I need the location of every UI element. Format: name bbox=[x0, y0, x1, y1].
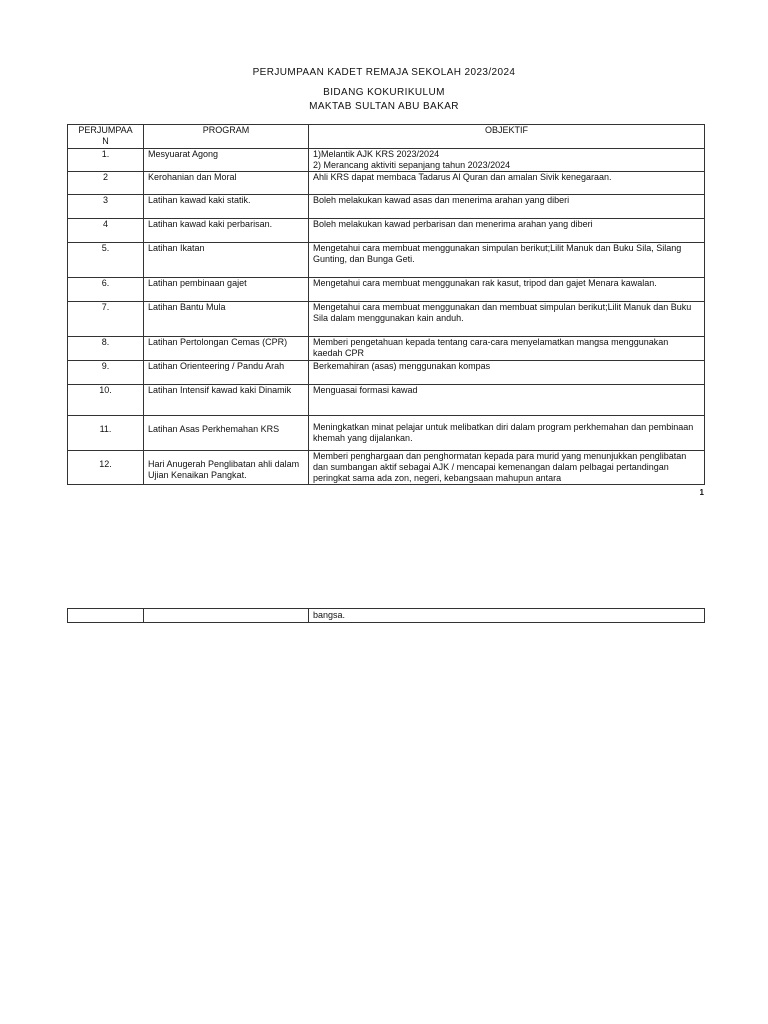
row-number: 8. bbox=[68, 337, 144, 361]
meeting-table bbox=[67, 124, 705, 485]
row-objektif: Mengetahui cara membuat menggunakan simpulan berikut;Lilit Manuk dan Buku Sila, Silang Gunting, dan Bunga Geti. bbox=[309, 243, 705, 278]
row-program bbox=[144, 609, 309, 623]
row-program: Latihan Asas Perkhemahan KRS bbox=[144, 416, 309, 451]
column-header-objektif: OBJEKTIF bbox=[309, 125, 705, 149]
table-row bbox=[68, 219, 705, 243]
page-number: 1 bbox=[699, 488, 704, 497]
row-program: Latihan kawad kaki perbarisan. bbox=[144, 219, 309, 243]
row-number: 1. bbox=[68, 149, 144, 172]
row-program: Kerohanian dan Moral bbox=[144, 172, 309, 195]
table-row bbox=[68, 416, 705, 451]
row-number: 7. bbox=[68, 302, 144, 337]
table-row bbox=[68, 337, 705, 361]
row-objektif: bangsa. bbox=[309, 609, 705, 623]
row-number: 4 bbox=[68, 219, 144, 243]
row-objektif: Memberi pengetahuan kepada tentang cara-cara menyelamatkan mangsa menggunakan kaedah CPR bbox=[309, 337, 705, 361]
row-objektif: Ahli KRS dapat membaca Tadarus Al Quran dan amalan Sivik kenegaraan. bbox=[309, 172, 705, 195]
column-header-program: PROGRAM bbox=[144, 125, 309, 149]
document-subtitle-school: MAKTAB SULTAN ABU BAKAR bbox=[309, 101, 459, 112]
table-row bbox=[68, 243, 705, 278]
row-objektif: Menguasai formasi kawad bbox=[309, 385, 705, 416]
row-objektif: Mengetahui cara membuat menggunakan rak kasut, tripod dan gajet Menara kawalan. bbox=[309, 278, 705, 302]
row-number: 3 bbox=[68, 195, 144, 219]
row-number: 5. bbox=[68, 243, 144, 278]
row-number: 9. bbox=[68, 361, 144, 385]
table-header-row bbox=[68, 125, 705, 149]
row-objektif: Meningkatkan minat pelajar untuk melibatkan diri dalam program perkhemahan dan pembinaan khemah yang dijalankan. bbox=[309, 416, 705, 451]
row-objektif: 1)Melantik AJK KRS 2023/2024 2) Merancang aktiviti sepanjang tahun 2023/2024 bbox=[309, 149, 705, 172]
row-objektif: Mengetahui cara membuat menggunakan dan membuat simpulan berikut;Lilit Manuk dan Buku Sila dalam menggunakan kain anduh. bbox=[309, 302, 705, 337]
row-program: Latihan Pertolongan Cemas (CPR) bbox=[144, 337, 309, 361]
row-program: Hari Anugerah Penglibatan ahli dalam Ujian Kenaikan Pangkat. bbox=[144, 451, 309, 485]
row-program: Latihan Orienteering / Pandu Arah bbox=[144, 361, 309, 385]
table-row bbox=[68, 302, 705, 337]
row-objektif: Berkemahiran (asas) menggunakan kompas bbox=[309, 361, 705, 385]
row-number: 11. bbox=[68, 416, 144, 451]
row-program: Mesyuarat Agong bbox=[144, 149, 309, 172]
table-row bbox=[68, 278, 705, 302]
row-program: Latihan Bantu Mula bbox=[144, 302, 309, 337]
table-row bbox=[68, 149, 705, 172]
row-objektif: Boleh melakukan kawad perbarisan dan menerima arahan yang diberi bbox=[309, 219, 705, 243]
row-number: 6. bbox=[68, 278, 144, 302]
row-program: Latihan pembinaan gajet bbox=[144, 278, 309, 302]
row-number: 10. bbox=[68, 385, 144, 416]
row-objektif: Boleh melakukan kawad asas dan menerima arahan yang diberi bbox=[309, 195, 705, 219]
document-title: PERJUMPAAN KADET REMAJA SEKOLAH 2023/2024 bbox=[252, 67, 516, 78]
table-row bbox=[68, 385, 705, 416]
row-program: Latihan kawad kaki statik. bbox=[144, 195, 309, 219]
table-row bbox=[68, 609, 705, 623]
continuation-table bbox=[67, 608, 705, 623]
document-subtitle-field: BIDANG KOKURIKULUM bbox=[323, 87, 445, 98]
row-number: 12. bbox=[68, 451, 144, 485]
row-objektif: Memberi penghargaan dan penghormatan kepada para murid yang menunjukkan penglibatan dan sumbangan aktif sebagai AJK / mencapai kemenangan dalam pelbagai pertandingan peringkat sama ada zon, negeri, kebangsaan mahupun antara bbox=[309, 451, 705, 485]
row-program: Latihan Intensif kawad kaki Dinamik bbox=[144, 385, 309, 416]
table-row bbox=[68, 172, 705, 195]
column-header-perjumpaan: PERJUMPAA N bbox=[68, 125, 144, 149]
table-row bbox=[68, 195, 705, 219]
row-number: 2 bbox=[68, 172, 144, 195]
table-row bbox=[68, 451, 705, 485]
row-program: Latihan Ikatan bbox=[144, 243, 309, 278]
row-number bbox=[68, 609, 144, 623]
table-row bbox=[68, 361, 705, 385]
